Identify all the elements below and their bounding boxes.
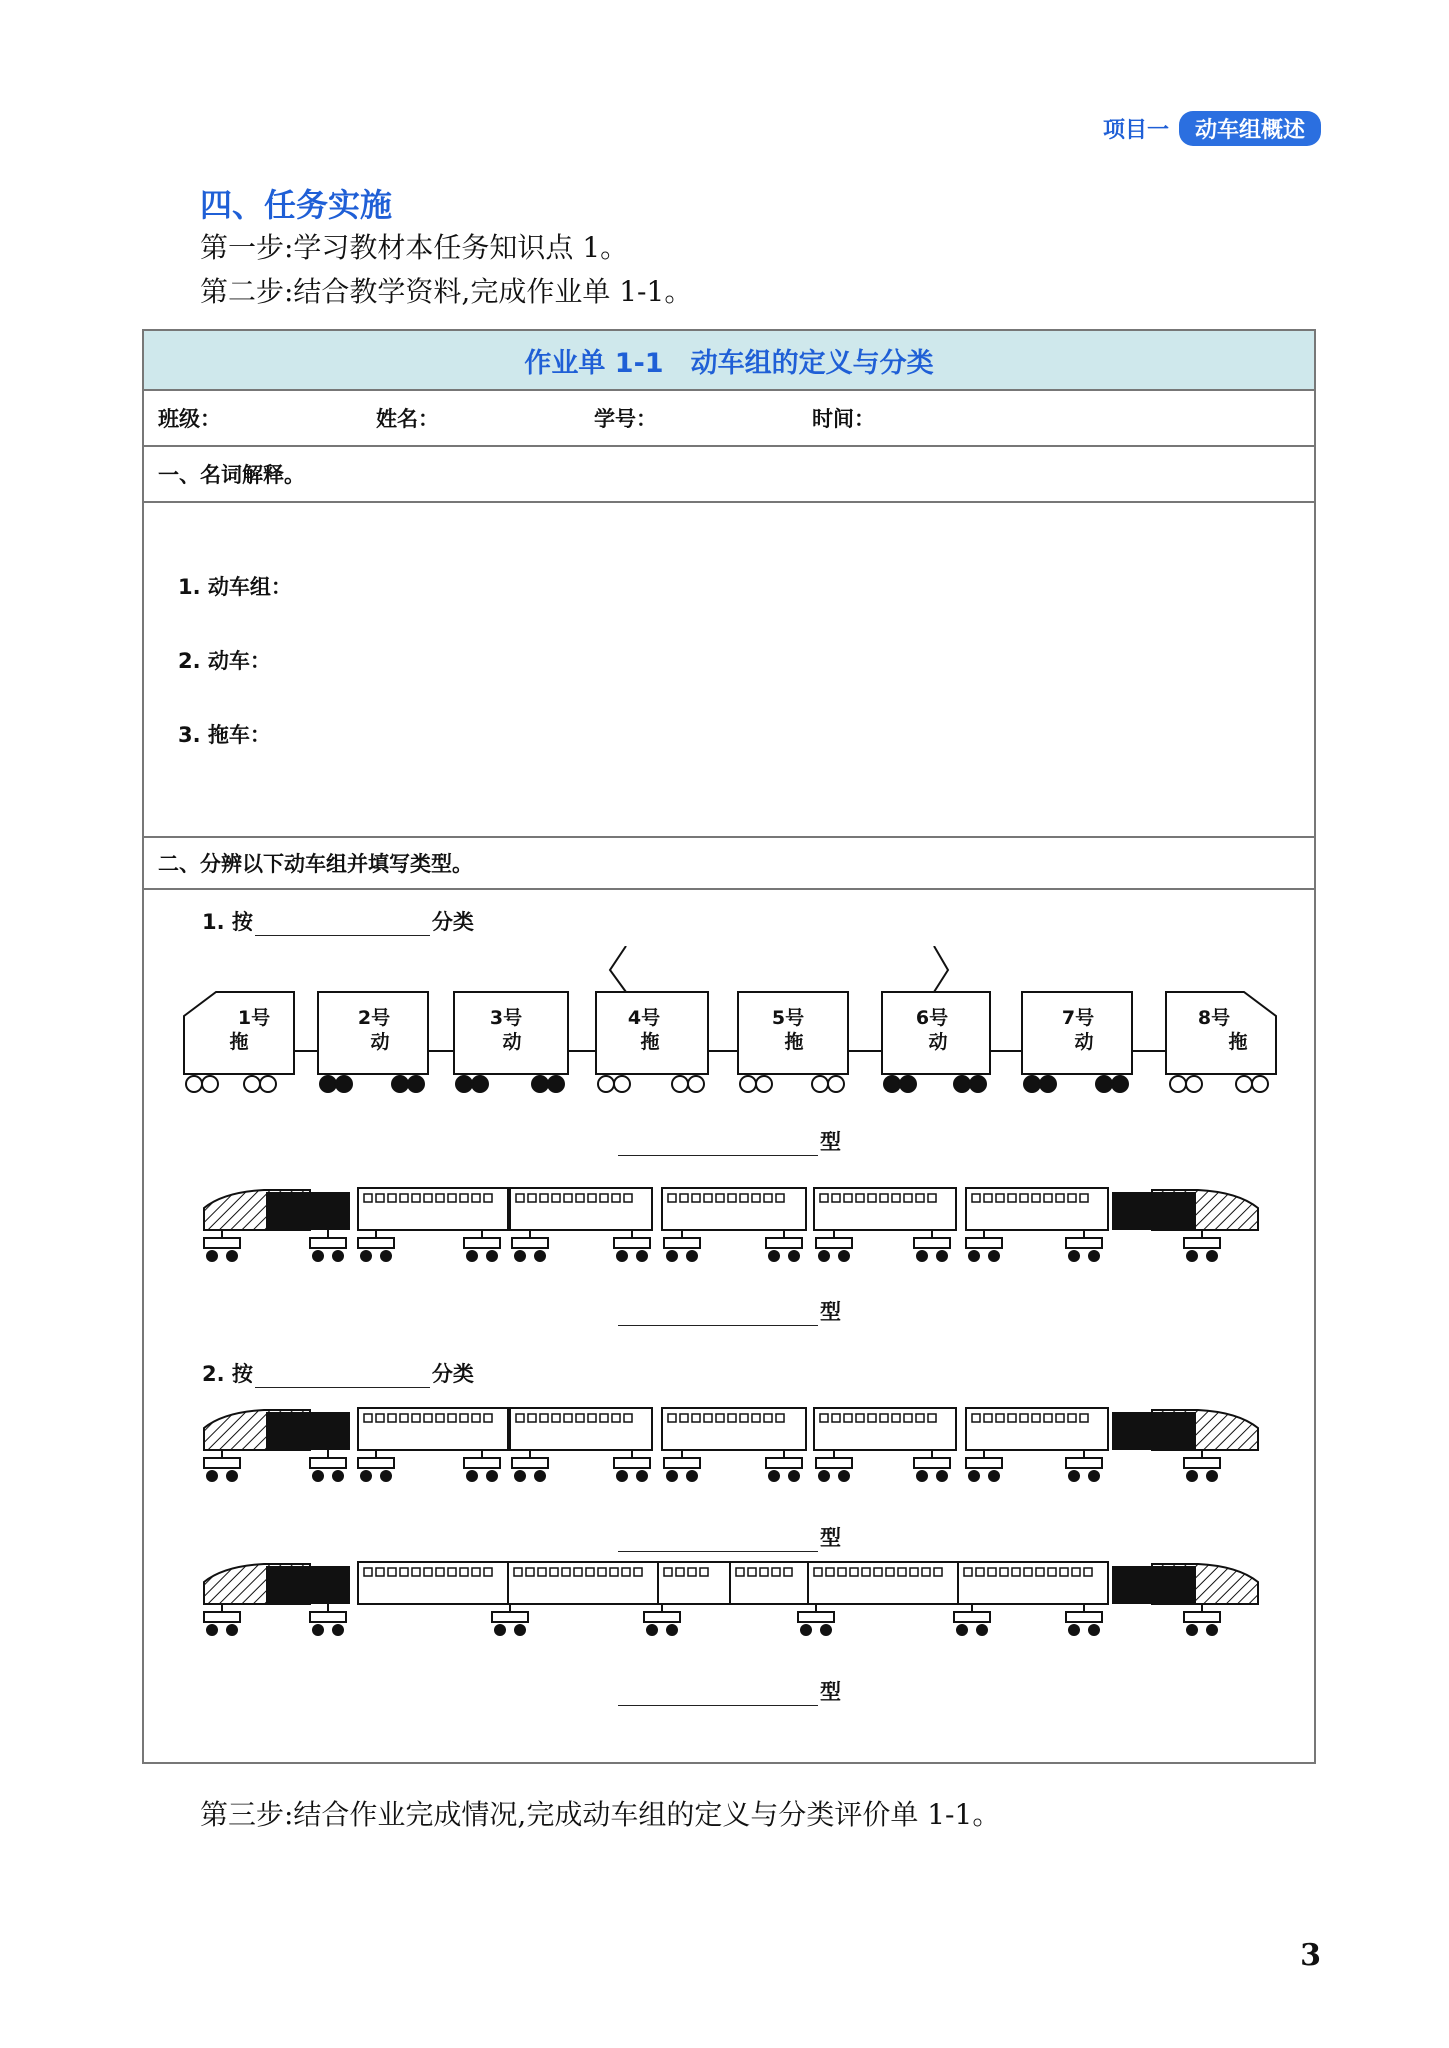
bogie xyxy=(204,1604,240,1636)
window xyxy=(680,1414,688,1422)
car-kind: 动 xyxy=(502,1031,522,1053)
window xyxy=(460,1414,468,1422)
window xyxy=(668,1414,676,1422)
window xyxy=(1008,1414,1016,1422)
window xyxy=(574,1568,582,1576)
window xyxy=(664,1568,672,1576)
section-title: 四、任务实施 xyxy=(200,186,393,224)
head-car-cab xyxy=(266,1412,350,1450)
type-blank[interactable] xyxy=(618,1529,818,1552)
window xyxy=(972,1194,980,1202)
window xyxy=(984,1194,992,1202)
window xyxy=(1032,1194,1040,1202)
q2-suffix: 分类 xyxy=(431,1362,474,1386)
window xyxy=(862,1568,870,1576)
type-answer-3 xyxy=(616,1522,841,1552)
bogie xyxy=(816,1230,852,1262)
window xyxy=(752,1414,760,1422)
bogie xyxy=(644,1604,680,1636)
window xyxy=(820,1194,828,1202)
window xyxy=(1020,1414,1028,1422)
classify-area xyxy=(144,890,1314,1760)
window xyxy=(622,1568,630,1576)
window xyxy=(916,1414,924,1422)
bogie xyxy=(766,1450,802,1482)
train-side-view xyxy=(144,1180,1318,1280)
bogie xyxy=(664,1450,700,1482)
car-kind: 拖 xyxy=(1228,1031,1248,1053)
window xyxy=(1068,1194,1076,1202)
window xyxy=(964,1568,972,1576)
window xyxy=(376,1568,384,1576)
bogie xyxy=(1066,1230,1102,1262)
part1-heading: 一、名词解释。 xyxy=(144,447,1314,503)
car-kind: 拖 xyxy=(784,1031,804,1053)
window xyxy=(752,1194,760,1202)
bogie xyxy=(358,1450,394,1482)
window xyxy=(376,1194,384,1202)
window xyxy=(916,1194,924,1202)
q1-suffix: 分类 xyxy=(431,910,474,934)
window xyxy=(400,1414,408,1422)
schematic-train xyxy=(144,946,1318,1126)
window xyxy=(472,1194,480,1202)
window xyxy=(716,1414,724,1422)
window xyxy=(668,1194,676,1202)
window xyxy=(576,1414,584,1422)
window xyxy=(552,1194,560,1202)
car-kind: 动 xyxy=(1074,1031,1094,1053)
q2-label xyxy=(202,1358,474,1388)
window xyxy=(1056,1194,1064,1202)
worksheet xyxy=(142,329,1316,1764)
window xyxy=(1080,1194,1088,1202)
q1-blank[interactable] xyxy=(255,913,430,936)
type-suffix: 型 xyxy=(820,1300,841,1324)
window xyxy=(1044,1194,1052,1202)
window xyxy=(776,1414,784,1422)
car-number: 7号 xyxy=(1061,1007,1095,1029)
window xyxy=(600,1194,608,1202)
window xyxy=(760,1568,768,1576)
window xyxy=(364,1194,372,1202)
bogie xyxy=(614,1450,650,1482)
window xyxy=(1032,1414,1040,1422)
name-label: 姓名： xyxy=(376,407,439,431)
window xyxy=(680,1194,688,1202)
head-car-cab xyxy=(266,1566,350,1604)
window xyxy=(892,1194,900,1202)
class-label: 班级： xyxy=(158,407,221,431)
window xyxy=(844,1194,852,1202)
bogie xyxy=(204,1450,240,1482)
car-kind: 动 xyxy=(928,1031,948,1053)
window xyxy=(424,1568,432,1576)
window xyxy=(516,1194,524,1202)
window xyxy=(388,1414,396,1422)
window xyxy=(676,1568,684,1576)
window xyxy=(704,1414,712,1422)
window xyxy=(764,1414,772,1422)
window xyxy=(1048,1568,1056,1576)
window xyxy=(740,1194,748,1202)
tail-car-cab xyxy=(1112,1192,1196,1230)
window xyxy=(904,1194,912,1202)
bogie xyxy=(310,1230,346,1262)
chapter-label: 动车组概述 xyxy=(1179,111,1321,146)
window xyxy=(928,1414,936,1422)
window xyxy=(716,1194,724,1202)
window xyxy=(424,1414,432,1422)
window xyxy=(528,1194,536,1202)
part2-heading: 二、分辨以下动车组并填写类型。 xyxy=(144,838,1314,890)
bogie xyxy=(664,1230,700,1262)
window xyxy=(832,1414,840,1422)
window xyxy=(910,1568,918,1576)
bogie xyxy=(966,1230,1002,1262)
info-row xyxy=(144,391,1314,447)
window xyxy=(612,1194,620,1202)
window xyxy=(1000,1568,1008,1576)
window xyxy=(984,1414,992,1422)
window xyxy=(400,1568,408,1576)
running-header xyxy=(1103,111,1321,146)
window xyxy=(844,1414,852,1422)
project-label: 项目一 xyxy=(1102,118,1169,143)
type-answer-4 xyxy=(616,1676,841,1706)
window xyxy=(624,1414,632,1422)
window xyxy=(728,1414,736,1422)
step-2: 第二步:结合教学资料,完成作业单 1-1。 xyxy=(200,275,693,308)
window xyxy=(880,1194,888,1202)
window xyxy=(1024,1568,1032,1576)
window xyxy=(528,1414,536,1422)
q1-label xyxy=(202,906,474,936)
window xyxy=(540,1194,548,1202)
bogie xyxy=(204,1230,240,1262)
type-answer-1 xyxy=(616,1126,841,1156)
window xyxy=(892,1414,900,1422)
bogie xyxy=(464,1230,500,1262)
window xyxy=(484,1414,492,1422)
bogie xyxy=(914,1450,950,1482)
window xyxy=(400,1194,408,1202)
window xyxy=(412,1414,420,1422)
window xyxy=(552,1414,560,1422)
wheel-sets xyxy=(186,1076,1268,1092)
window xyxy=(850,1568,858,1576)
bogie xyxy=(954,1604,990,1636)
window xyxy=(736,1568,744,1576)
window xyxy=(472,1414,480,1422)
window xyxy=(598,1568,606,1576)
bogie xyxy=(914,1230,950,1262)
type-blank[interactable] xyxy=(618,1133,818,1156)
window xyxy=(934,1568,942,1576)
tail-car-cab xyxy=(1112,1412,1196,1450)
bogie xyxy=(816,1450,852,1482)
window xyxy=(424,1194,432,1202)
term-2: 2. 动车： xyxy=(178,649,271,673)
window xyxy=(692,1414,700,1422)
window xyxy=(868,1194,876,1202)
window xyxy=(704,1194,712,1202)
pantograph-icon xyxy=(934,946,948,992)
window xyxy=(1068,1414,1076,1422)
tail-car-cab xyxy=(1112,1566,1196,1604)
window xyxy=(996,1194,1004,1202)
car-number: 8号 xyxy=(1197,1007,1231,1029)
window xyxy=(1056,1414,1064,1422)
car-kind: 动 xyxy=(370,1031,390,1053)
window xyxy=(832,1194,840,1202)
window xyxy=(564,1414,572,1422)
car-kind: 拖 xyxy=(229,1031,249,1053)
window xyxy=(1080,1414,1088,1422)
window xyxy=(624,1194,632,1202)
bogie xyxy=(310,1450,346,1482)
window xyxy=(772,1568,780,1576)
window xyxy=(540,1414,548,1422)
window xyxy=(364,1414,372,1422)
car-number: 3号 xyxy=(489,1007,523,1029)
window xyxy=(436,1414,444,1422)
window xyxy=(388,1194,396,1202)
window xyxy=(448,1194,456,1202)
window xyxy=(874,1568,882,1576)
window xyxy=(988,1568,996,1576)
window xyxy=(588,1414,596,1422)
worksheet-title: 作业单 1-1 动车组的定义与分类 xyxy=(144,331,1314,391)
window xyxy=(904,1414,912,1422)
bogie xyxy=(358,1230,394,1262)
window xyxy=(436,1194,444,1202)
window xyxy=(412,1194,420,1202)
window xyxy=(538,1568,546,1576)
step-1: 第一步:学习教材本任务知识点 1。 xyxy=(200,231,629,264)
type-suffix: 型 xyxy=(820,1526,841,1550)
window xyxy=(886,1568,894,1576)
window xyxy=(550,1568,558,1576)
window xyxy=(436,1568,444,1576)
window xyxy=(412,1568,420,1576)
window xyxy=(1072,1568,1080,1576)
window xyxy=(740,1414,748,1422)
car-number: 2号 xyxy=(357,1007,391,1029)
bogie xyxy=(966,1450,1002,1482)
window xyxy=(776,1194,784,1202)
window xyxy=(576,1194,584,1202)
window xyxy=(764,1194,772,1202)
window xyxy=(610,1568,618,1576)
window xyxy=(1084,1568,1092,1576)
window xyxy=(784,1568,792,1576)
train-side-view xyxy=(144,1400,1318,1500)
page-number: 3 xyxy=(1300,1938,1321,1973)
window xyxy=(728,1194,736,1202)
window xyxy=(472,1568,480,1576)
window xyxy=(448,1414,456,1422)
type-answer-2 xyxy=(616,1296,841,1326)
window xyxy=(976,1568,984,1576)
type-blank[interactable] xyxy=(618,1683,818,1706)
car-body xyxy=(1166,992,1276,1074)
head-car-cab xyxy=(266,1192,350,1230)
window xyxy=(688,1568,696,1576)
id-label: 学号： xyxy=(594,407,657,431)
pantograph-icon xyxy=(610,946,626,992)
bogie xyxy=(512,1450,548,1482)
bogie xyxy=(766,1230,802,1262)
step-3: 第三步:结合作业完成情况,完成动车组的定义与分类评价单 1-1。 xyxy=(200,1798,1001,1831)
window xyxy=(838,1568,846,1576)
window xyxy=(600,1414,608,1422)
window xyxy=(1020,1194,1028,1202)
window xyxy=(826,1568,834,1576)
window xyxy=(700,1568,708,1576)
q1-prefix: 1. 按 xyxy=(202,910,253,934)
bogie xyxy=(1184,1604,1220,1636)
car-number: 4号 xyxy=(627,1007,661,1029)
window xyxy=(898,1568,906,1576)
window xyxy=(484,1194,492,1202)
bogie xyxy=(614,1230,650,1262)
window xyxy=(364,1568,372,1576)
window xyxy=(484,1568,492,1576)
bogie xyxy=(1066,1450,1102,1482)
time-label: 时间： xyxy=(812,407,875,431)
window xyxy=(514,1568,522,1576)
term-3: 3. 拖车： xyxy=(178,723,271,747)
window xyxy=(692,1194,700,1202)
bogie xyxy=(1184,1450,1220,1482)
window xyxy=(1008,1194,1016,1202)
window xyxy=(388,1568,396,1576)
terms-area xyxy=(144,503,1314,838)
window xyxy=(564,1194,572,1202)
window xyxy=(748,1568,756,1576)
window xyxy=(460,1194,468,1202)
window xyxy=(562,1568,570,1576)
window xyxy=(814,1568,822,1576)
window xyxy=(1044,1414,1052,1422)
car-number: 1号 xyxy=(237,1007,271,1029)
window xyxy=(516,1414,524,1422)
term-1: 1. 动车组： xyxy=(178,575,292,599)
window xyxy=(922,1568,930,1576)
window xyxy=(460,1568,468,1576)
window xyxy=(972,1414,980,1422)
bogie xyxy=(310,1604,346,1636)
window xyxy=(996,1414,1004,1422)
bogie xyxy=(464,1450,500,1482)
bogie xyxy=(1066,1604,1102,1636)
window xyxy=(376,1414,384,1422)
type-blank[interactable] xyxy=(618,1303,818,1326)
window xyxy=(448,1568,456,1576)
bogie xyxy=(798,1604,834,1636)
window xyxy=(1036,1568,1044,1576)
bogie xyxy=(512,1230,548,1262)
car-number: 6号 xyxy=(915,1007,949,1029)
window xyxy=(588,1194,596,1202)
q2-prefix: 2. 按 xyxy=(202,1362,253,1386)
q2-blank[interactable] xyxy=(255,1365,430,1388)
train-side-view-articulated xyxy=(144,1554,1318,1654)
type-suffix: 型 xyxy=(820,1680,841,1704)
window xyxy=(868,1414,876,1422)
bogie xyxy=(1184,1230,1220,1262)
window xyxy=(928,1194,936,1202)
bogie xyxy=(492,1604,528,1636)
window xyxy=(612,1414,620,1422)
window xyxy=(856,1194,864,1202)
window xyxy=(1012,1568,1020,1576)
window xyxy=(526,1568,534,1576)
type-suffix: 型 xyxy=(820,1130,841,1154)
car-number: 5号 xyxy=(771,1007,805,1029)
window xyxy=(634,1568,642,1576)
window xyxy=(880,1414,888,1422)
window xyxy=(586,1568,594,1576)
window xyxy=(820,1414,828,1422)
window xyxy=(1060,1568,1068,1576)
window xyxy=(856,1414,864,1422)
car-kind: 拖 xyxy=(640,1031,660,1053)
